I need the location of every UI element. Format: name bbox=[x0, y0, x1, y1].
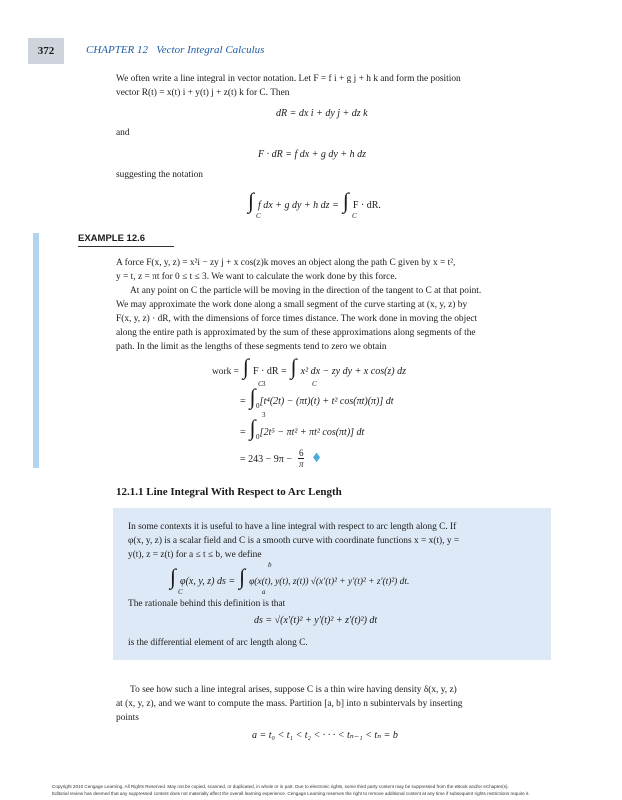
lower-limit: 0 bbox=[256, 433, 260, 441]
definition-lhs: φ(x, y, z) ds = bbox=[180, 576, 236, 587]
chapter-header bbox=[86, 44, 264, 56]
example-para-line: F(x, y, z) · dR, with the dimensions of force times distance. The work done in moving the object bbox=[116, 314, 478, 324]
fraction-denominator: π bbox=[298, 459, 304, 469]
rationale-text: The rationale behind this definition is that bbox=[128, 599, 286, 609]
step-2-integrand: [t⁴(2t) − (πt)(t) + t² cos(πt)(π)] dt bbox=[259, 396, 394, 407]
chapter-label: CHAPTER 12 bbox=[86, 44, 149, 56]
integral-sign: ∫ bbox=[170, 564, 177, 589]
work-label: work = bbox=[212, 367, 239, 377]
work-result bbox=[240, 448, 321, 469]
closing-line-1: To see how such a line integral arises, suppose C is a thin wire having density δ(x, y, z) bbox=[130, 685, 457, 695]
equation-FdR: F · dR = f dx + g dy + h dz bbox=[258, 149, 367, 160]
notation-lhs: f dx + g dy + h dz = bbox=[258, 200, 339, 211]
upper-limit-b: b bbox=[268, 561, 272, 569]
work-step-2: = ∫ [t⁴(2t) − (πt)(t) + t² cos(πt)(π)] dt bbox=[240, 384, 394, 409]
closing-line-2: at (x, y, z), and we want to compute the mass. Partition [a, b] into n subintervals by inserting bbox=[116, 699, 463, 709]
subscript-c: C bbox=[352, 212, 357, 220]
work-step-3: = ∫ [2t⁵ − πt² + πt² cos(πt)] dt bbox=[240, 415, 365, 440]
example-line-2: y = t, z = πt for 0 ≤ t ≤ 3. We want to calculate the work done by this force. bbox=[116, 272, 397, 282]
box-line-3: y(t), z = z(t) for a ≤ t ≤ b, we define bbox=[128, 550, 262, 560]
arc-length-definition bbox=[170, 566, 409, 589]
subscript-c: C bbox=[312, 380, 317, 388]
section-heading: 12.1.1 Line Integral With Respect to Arc Length bbox=[116, 486, 342, 498]
partition-equation: a = t₀ < t₁ < t₂ < · · · < tₙ₋₁ < tₙ = b bbox=[252, 730, 398, 741]
copyright-line-2: Editorial review has deemed that any suppressed content does not materially affect the overall learning experience. Cengage Learning reserves the right to remove additional content at any time if subsequent rights restrictions require it. bbox=[52, 791, 530, 796]
example-line-1: A force F(x, y, z) = x²i − zy j + x cos(z)k moves an object along the path C given by x = t², bbox=[116, 258, 456, 268]
upper-limit: 3 bbox=[262, 411, 266, 419]
example-para-line: path. In the limit as the lengths of these segments tend to zero we obtain bbox=[116, 342, 387, 352]
subscript-c: C bbox=[258, 380, 263, 388]
example-para-line: along the entire path is approximated by the sum of these approximations along segments of the bbox=[116, 328, 476, 338]
definition-rhs: φ(x(t), y(t), z(t)) √(x′(t)² + y′(t)² + z′(t)²) dt. bbox=[249, 577, 410, 587]
intro-line-2: vector R(t) = x(t) i + y(t) j + z(t) k for C. Then bbox=[116, 88, 290, 98]
step-3-integrand: [2t⁵ − πt² + πt² cos(πt)] dt bbox=[259, 427, 365, 438]
ds-equation: ds = √(x′(t)² + y′(t)² + z′(t)²) dt bbox=[254, 615, 378, 626]
chapter-title: Vector Integral Calculus bbox=[156, 44, 265, 56]
lower-limit-a: a bbox=[262, 588, 266, 596]
integral-sign: ∫ bbox=[249, 415, 256, 440]
notation-equation bbox=[248, 190, 381, 213]
integral-sign: ∫ bbox=[239, 564, 246, 589]
subscript-c: C bbox=[178, 588, 183, 596]
example-heading: EXAMPLE 12.6 bbox=[78, 233, 146, 244]
suggesting-text: suggesting the notation bbox=[116, 170, 203, 180]
fraction-numerator: 6 bbox=[298, 448, 304, 458]
box-line-2: φ(x, y, z) is a scalar field and C is a smooth curve with coordinate functions x = x(t), y = bbox=[128, 536, 460, 546]
notation-rhs: F · dR. bbox=[352, 200, 381, 211]
intro-line-1: We often write a line integral in vector notation. Let F = f i + g j + h k and form the position bbox=[116, 74, 461, 84]
example-rule bbox=[78, 246, 174, 247]
copyright-line-1: Copyright 2010 Cengage Learning. All Rights Reserved. May not be copied, scanned, or duplicated, in whole or in part. Due to electronic rights, some third party content may be suppressed from the eBook and/or eChapter(s). bbox=[52, 784, 509, 789]
result-fraction bbox=[298, 448, 305, 469]
subscript-c: C bbox=[256, 212, 261, 220]
example-sidebar bbox=[33, 233, 39, 468]
end-of-example-icon: ♦ bbox=[308, 449, 321, 467]
example-para-line: At any point on C the particle will be moving in the direction of the tangent to C at that point. bbox=[130, 286, 482, 296]
result-text: = 243 − 9π − bbox=[240, 454, 292, 466]
integral-sign: ∫ bbox=[248, 188, 255, 213]
and-text: and bbox=[116, 128, 130, 138]
equation-dR: dR = dx i + dy j + dz k bbox=[276, 108, 368, 119]
integral-sign: ∫ bbox=[290, 354, 297, 379]
work-equation bbox=[212, 356, 406, 379]
differential-text: is the differential element of arc length along C. bbox=[128, 638, 308, 648]
integral-sign: ∫ bbox=[342, 188, 349, 213]
integral-sign: ∫ bbox=[242, 354, 249, 379]
work-mid: F · dR = bbox=[252, 366, 287, 377]
upper-limit: 3 bbox=[262, 380, 266, 388]
box-line-1: In some contexts it is useful to have a line integral with respect to arc length along C. If bbox=[128, 522, 457, 532]
example-para-line: We may approximate the work done along a small segment of the curve starting at (x, y, z) by bbox=[116, 300, 468, 310]
page-number: 372 bbox=[28, 38, 64, 64]
integral-sign: ∫ bbox=[249, 384, 256, 409]
closing-line-3: points bbox=[116, 713, 139, 723]
work-rhs: x² dx − zy dy + x cos(z) dz bbox=[300, 366, 407, 377]
lower-limit: 0 bbox=[256, 402, 260, 410]
